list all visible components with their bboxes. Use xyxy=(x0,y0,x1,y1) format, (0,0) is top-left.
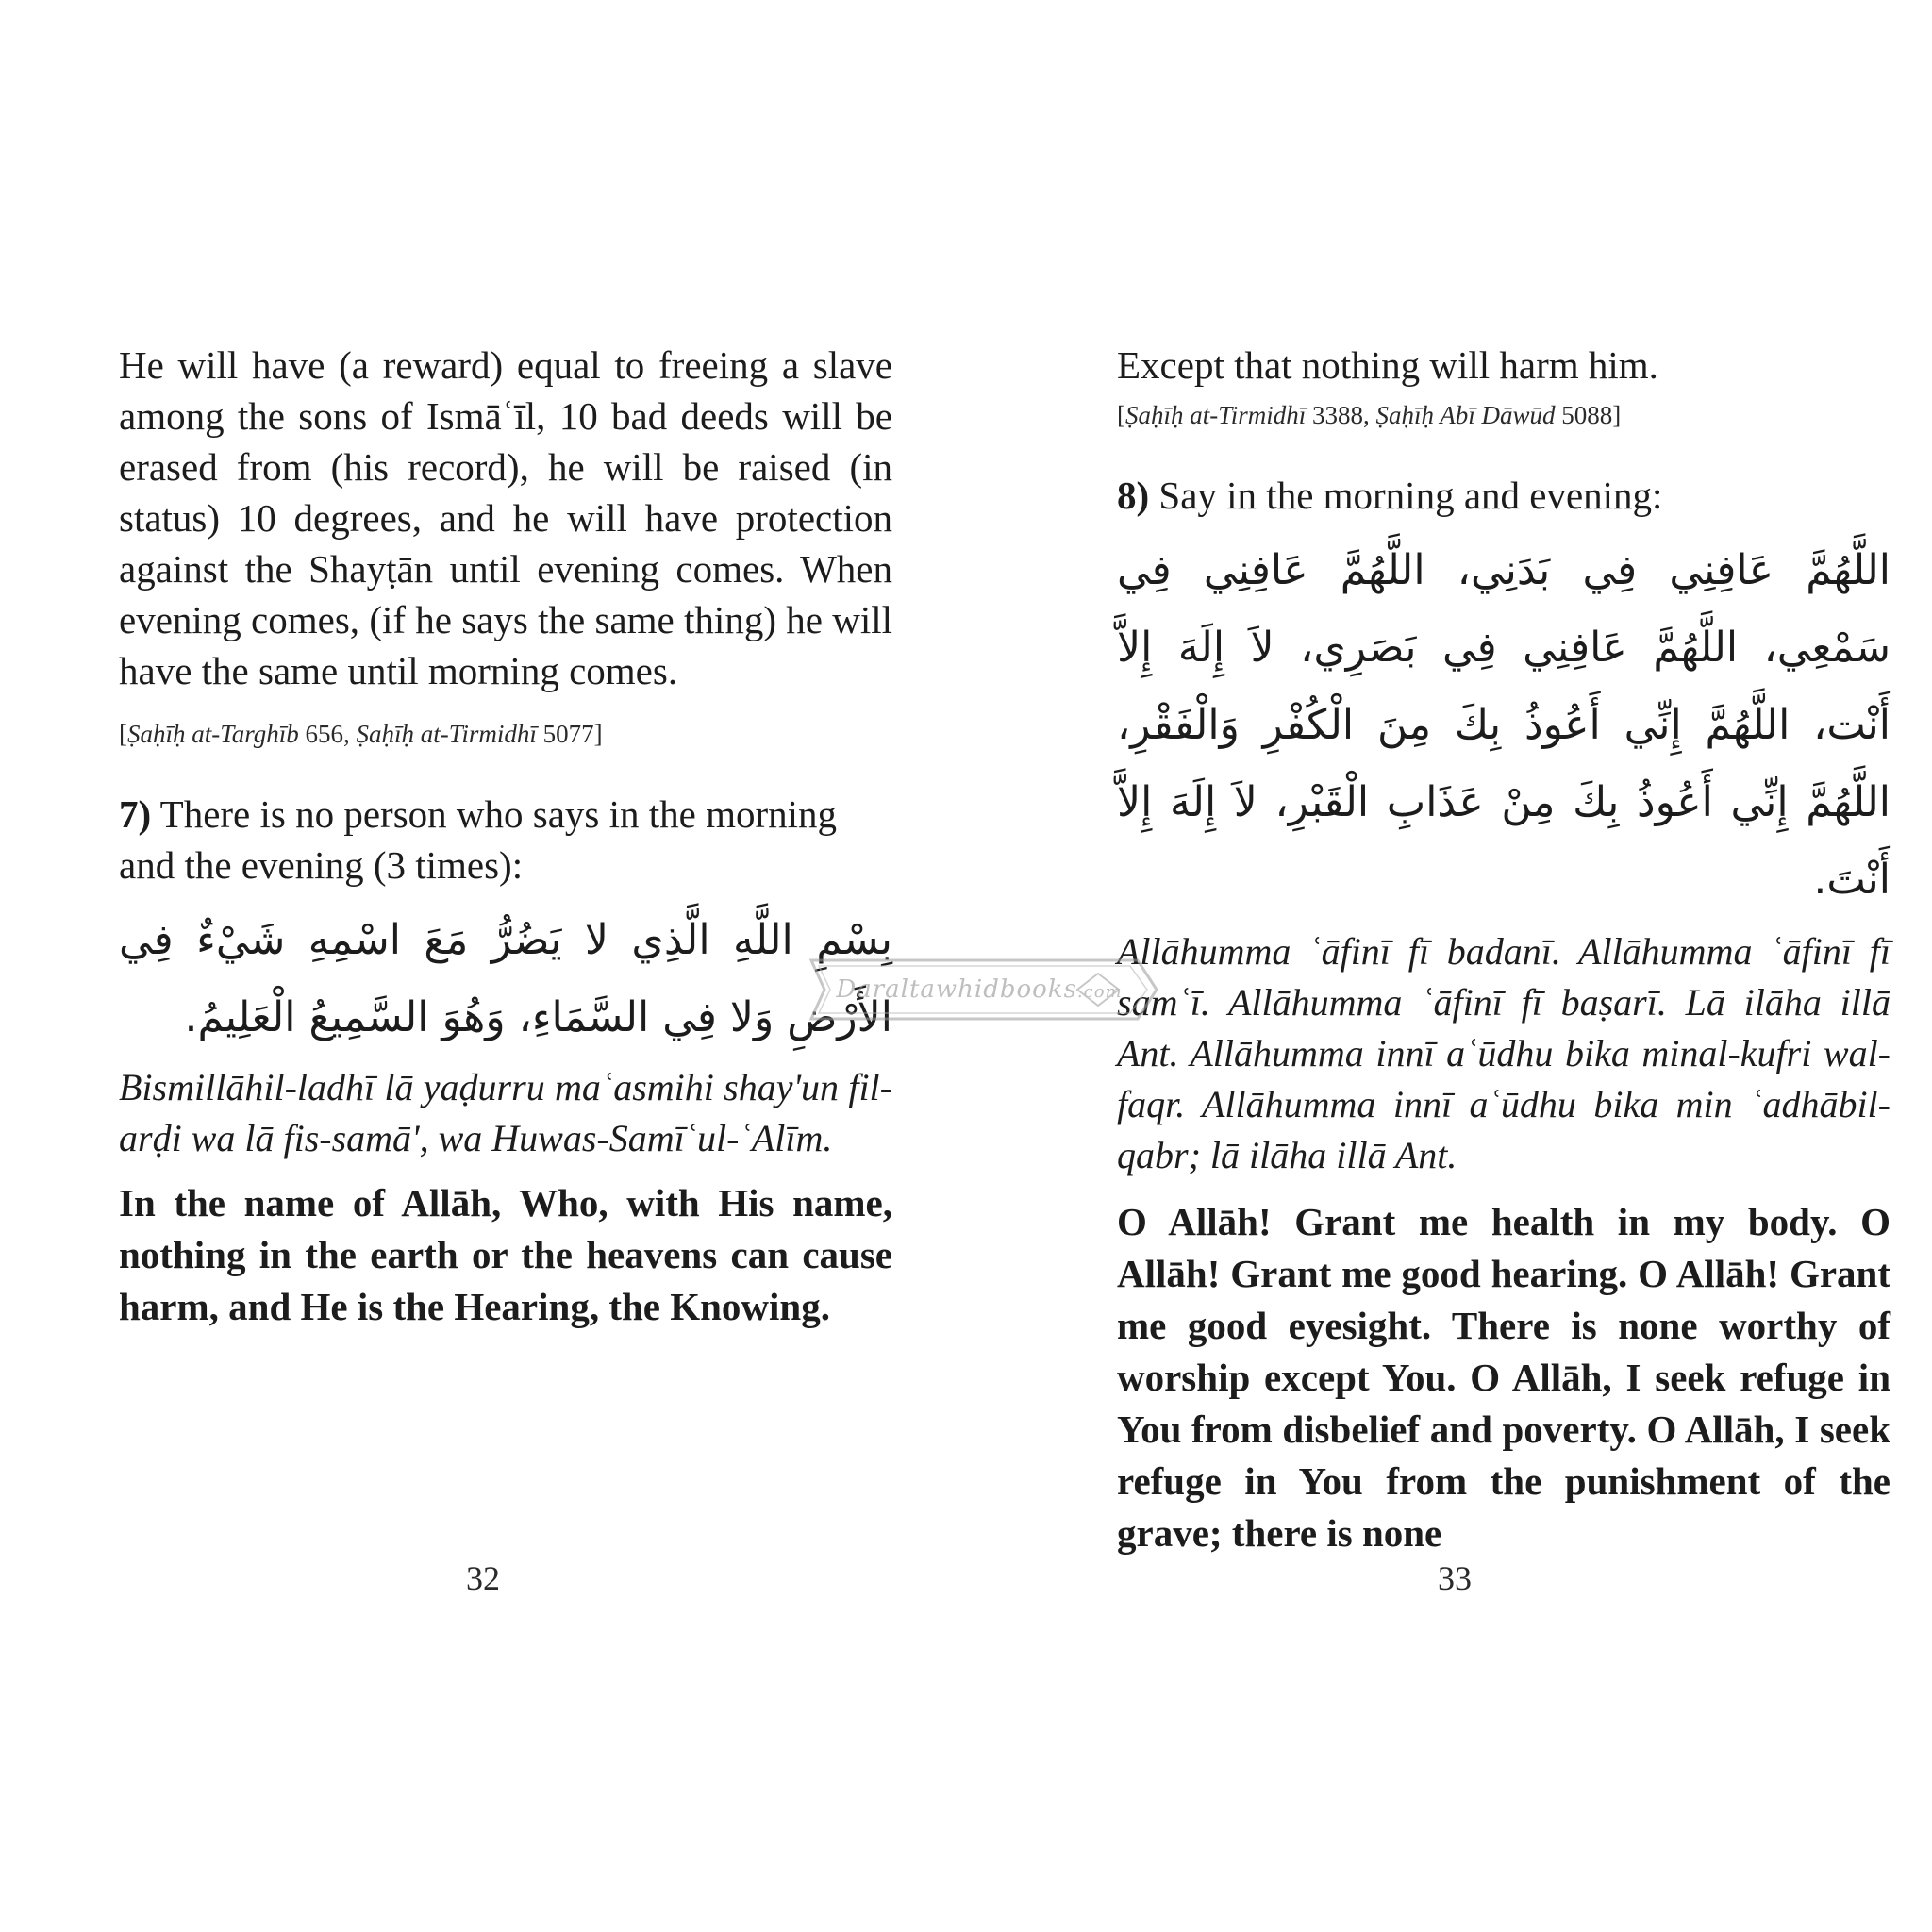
transliteration: Bismillāhil-ladhī lā yaḍurru maʿasmihi shay'un fil-arḍi wa lā fis-samā', wa Huwas-Samīʿul-ʿAlīm. xyxy=(119,1066,892,1159)
arabic-supplication: بِسْمِ اللَّهِ الَّذِي لا يَضُرُّ مَعَ اسْمِهِ شَيْءٌ فِي الأَرْضِ وَلا فِي السَّمَاءِ، وَهُوَ السَّمِيعُ الْعَلِيمُ. xyxy=(119,916,892,1041)
left-page xyxy=(119,340,892,1333)
continuation-text: He will have (a reward) equal to freeing a slave among the sons of Ismāʿīl, 10 bad deeds will be erased from (his record), he will be raised (in status) 10 degrees, and he will have protection against the Shayṭān until evening comes. When evening comes, (if he says the same thing) he will have the same until morning comes. xyxy=(119,343,892,692)
continuation-text: Except that nothing will harm him. xyxy=(1117,343,1658,387)
reference-bracket: ] xyxy=(593,720,603,748)
arabic-supplication: اللَّهُمَّ عَافِنِي فِي بَدَنِي، اللَّهُمَّ عَافِنِي فِي سَمْعِي، اللَّهُمَّ عَافِنِي فِي بَصَرِي، لاَ إِلَهَ إِلاَّ أَنْت، اللَّهُمَّ إِنِّي أَعُوذُ بِكَ مِنَ الْكُفْرِ وَالْفَقْرِ، اللَّهُمَّ إِنِّي أَعُوذُ بِكَ مِنْ عَذَابِ الْقَبْرِ، لاَ إِلَهَ إِلاَّ أَنْتَ. xyxy=(1117,546,1890,904)
reference-bracket: [ xyxy=(1117,401,1125,429)
section-heading xyxy=(119,789,892,891)
reference-source: Ṣaḥīḥ Abī Dāwūd xyxy=(1375,401,1556,429)
reference-number: 656, xyxy=(298,720,357,748)
hadith-reference xyxy=(1117,398,1890,432)
watermark-text xyxy=(836,975,1122,1004)
section-heading-text: Say in the morning and evening: xyxy=(1149,474,1663,517)
reference-source: Ṣaḥīḥ at-Tirmidhī xyxy=(356,720,537,748)
page-number-right: 33 xyxy=(1438,1559,1472,1597)
section-heading xyxy=(1117,470,1890,521)
reference-number: 3388, xyxy=(1306,401,1376,429)
watermark-brand: Daraltawhidbooks xyxy=(836,975,1077,1004)
reference-number: 5077 xyxy=(536,720,594,748)
hadith-reference xyxy=(119,717,892,751)
reference-bracket: [ xyxy=(119,720,127,748)
translation: In the name of Allāh, Who, with His name, nothing in the earth or the heavens can cause harm, and He is the Hearing, the Knowing. xyxy=(119,1181,892,1328)
reference-source: Ṣaḥīḥ at-Tirmidhī xyxy=(1125,401,1307,429)
transliteration: Allāhumma ʿāfinī fī badanī. Allāhumma ʿāfinī fī samʿī. Allāhumma ʿāfinī fī baṣarī. Lā ilāha illā Ant. Allāhumma innī aʿūdhu bika minal-kufri wal-faqr. Allāhumma innī aʿūdhu bika min ʿadhābil-qabr; lā ilāha illā Ant. xyxy=(1117,930,1890,1176)
section-heading-text: There is no person who says in the morning and the evening (3 times): xyxy=(119,792,838,887)
watermark xyxy=(798,951,1160,1028)
watermark-suffix: .com xyxy=(1076,982,1123,1002)
section-number: 7) xyxy=(119,792,152,836)
reference-number: 5088 xyxy=(1555,401,1613,429)
reference-bracket: ] xyxy=(1612,401,1622,429)
page-number-left: 32 xyxy=(466,1559,500,1597)
right-page xyxy=(1117,340,1890,1559)
section-number: 8) xyxy=(1117,474,1150,517)
reference-source: Ṣaḥīḥ at-Targhīb xyxy=(127,720,299,748)
translation: O Allāh! Grant me health in my body. O Allāh! Grant me good hearing. O Allāh! Grant me good eyesight. There is none worthy of worship except You. O Allāh, I seek refuge in You from disbelief and poverty. O Allāh, I seek refuge in You from the punishment of the grave; there is none xyxy=(1117,1200,1890,1555)
